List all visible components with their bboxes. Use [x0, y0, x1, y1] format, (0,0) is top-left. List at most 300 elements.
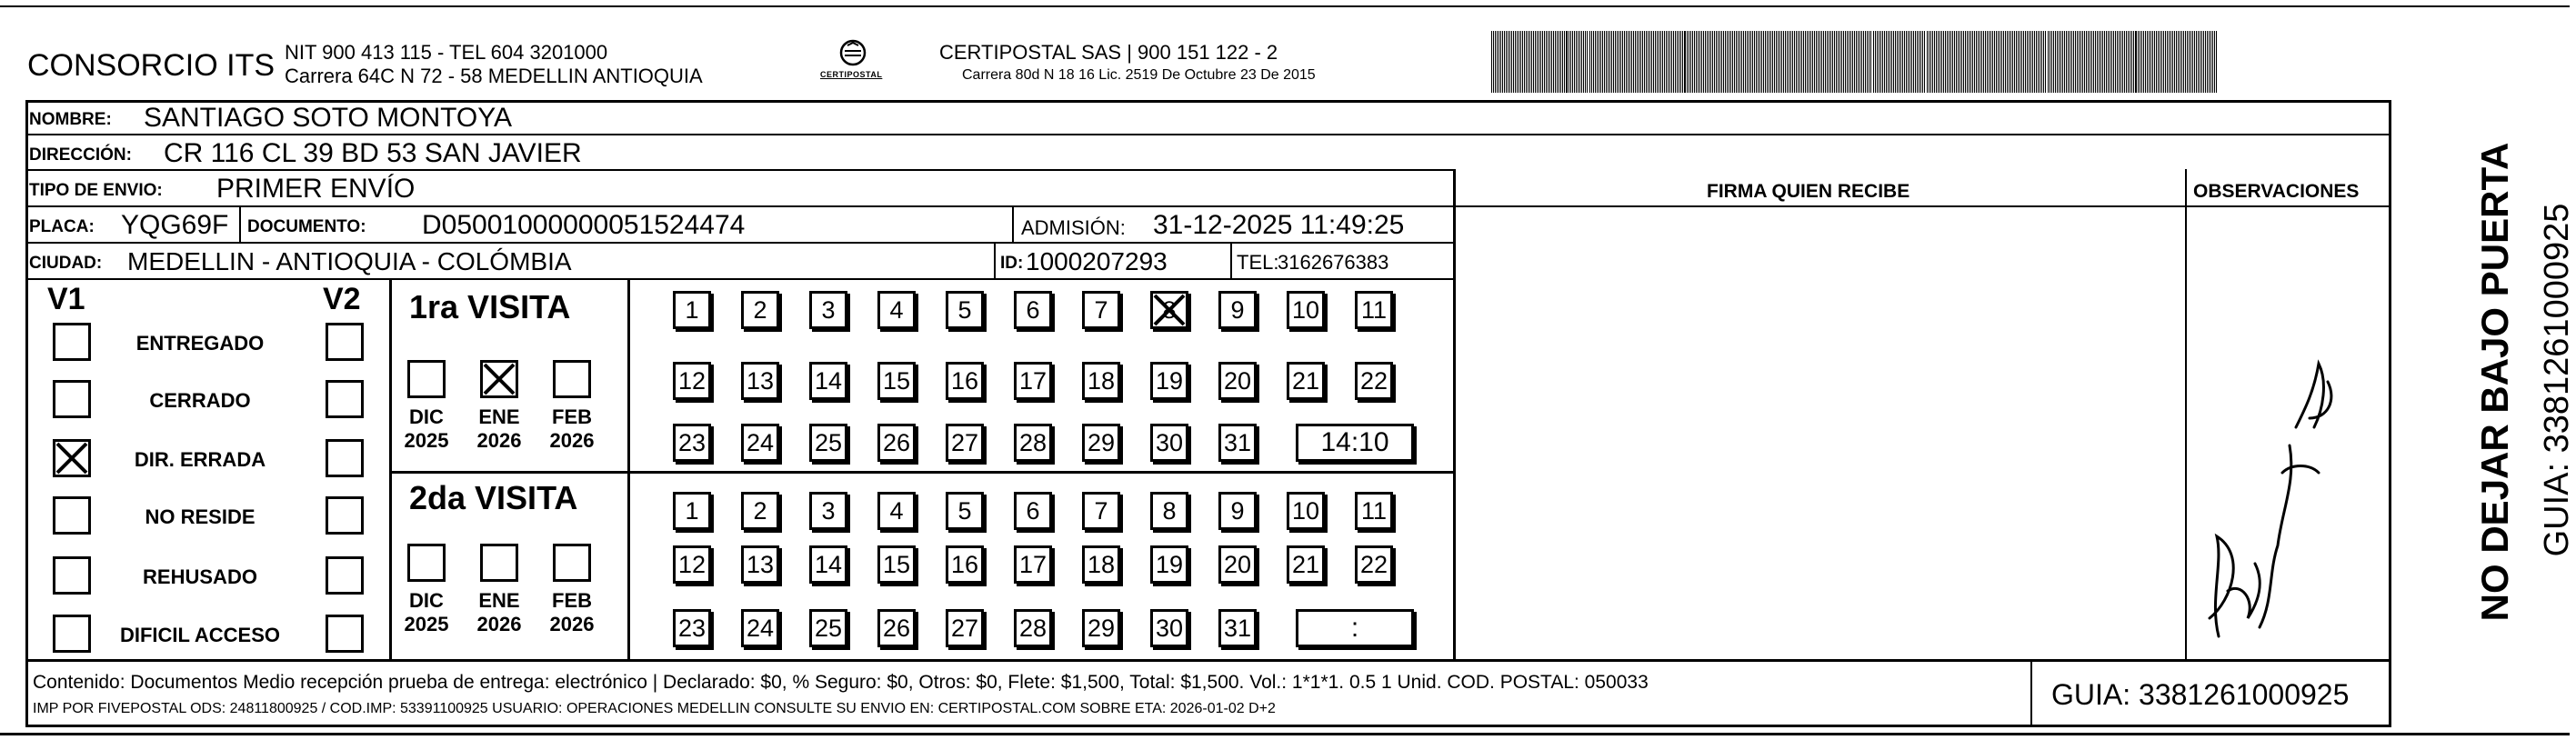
day-number: 3 [821, 496, 836, 525]
barcode-bar [1524, 31, 1525, 93]
barcode-bar [1969, 31, 1970, 93]
barcode-bar [2158, 31, 2159, 93]
day-box[interactable] [1082, 609, 1120, 647]
day-box[interactable] [673, 291, 711, 329]
barcode-bar [1801, 31, 1802, 93]
day-box[interactable] [809, 492, 847, 530]
day-box[interactable] [1355, 362, 1393, 400]
barcode-bar [2165, 31, 2166, 93]
barcode-bar [1526, 31, 1527, 93]
day-box[interactable] [741, 545, 779, 584]
day-box[interactable] [946, 291, 984, 329]
day-box[interactable] [1355, 545, 1393, 584]
day-box[interactable] [877, 545, 916, 584]
day-box[interactable] [1287, 362, 1325, 400]
barcode-bar [1624, 31, 1625, 93]
day-box[interactable] [1287, 545, 1325, 584]
barcode-bar [2141, 31, 2142, 93]
barcode-bar [1863, 31, 1864, 93]
barcode-bar [2088, 31, 2089, 93]
day-box[interactable] [1150, 609, 1188, 647]
barcode-bar [1498, 31, 1499, 93]
barcode-bar [1741, 31, 1742, 93]
barcode-bar [1805, 31, 1806, 93]
barcode-bar [1952, 31, 1953, 93]
year-label: 2026 [476, 429, 522, 452]
barcode-bar [2068, 31, 2069, 93]
barcode-bar [1911, 31, 1912, 93]
barcode-bar [2147, 31, 2148, 93]
time-box[interactable] [1296, 424, 1414, 462]
barcode-bar [1950, 31, 1951, 93]
day-box[interactable] [946, 609, 984, 647]
barcode-bar [1696, 31, 1697, 93]
barcode-bar [1531, 31, 1532, 93]
day-number: 25 [814, 614, 843, 642]
barcode-bar [1902, 31, 1903, 93]
barcode-bar [1546, 31, 1547, 93]
barcode-bar [2196, 31, 2197, 93]
barcode-bar [1961, 31, 1962, 93]
day-box[interactable] [1218, 291, 1257, 329]
barcode-bar [1823, 31, 1824, 93]
barcode-bar [1884, 31, 1885, 93]
barcode-bar [1606, 31, 1607, 93]
placa-label: PLACA: [29, 217, 95, 236]
day-box[interactable] [1082, 291, 1120, 329]
day-number: 8 [1162, 496, 1177, 525]
barcode-bar [1677, 31, 1678, 93]
barcode-bar [2117, 31, 2118, 93]
day-box[interactable] [741, 291, 779, 329]
barcode-bar [1954, 31, 1955, 93]
barcode-bar [1502, 31, 1503, 93]
barcode-bar [1557, 31, 1558, 93]
barcode-bar [2018, 31, 2019, 93]
barcode-bar [2057, 31, 2058, 93]
day-box[interactable] [1014, 545, 1052, 584]
barcode-bar [1574, 31, 1575, 93]
barcode-bar [1600, 31, 1601, 93]
barcode-bar [1893, 31, 1894, 93]
barcode-bar [1651, 31, 1652, 93]
barcode-bar [2075, 31, 2076, 93]
barcode-bar [2167, 31, 2168, 93]
barcode-bar [1847, 31, 1848, 93]
v1-checkbox[interactable] [53, 439, 91, 477]
barcode-bar [1873, 31, 1874, 93]
barcode-bar [1626, 31, 1627, 93]
barcode-bar [1491, 31, 1492, 93]
day-box[interactable] [1014, 609, 1052, 647]
day-box[interactable] [946, 424, 984, 462]
day-box[interactable] [1150, 545, 1188, 584]
barcode-bar [1949, 31, 1950, 93]
v2-checkbox[interactable] [326, 323, 364, 361]
day-box[interactable] [1218, 362, 1257, 400]
day-box[interactable] [1150, 424, 1188, 462]
month-checkbox[interactable] [480, 544, 518, 582]
day-box[interactable] [1082, 362, 1120, 400]
day-number: 21 [1291, 366, 1320, 395]
day-number: 1 [685, 295, 699, 324]
barcode-bar [1732, 31, 1733, 93]
barcode-bar [1520, 31, 1521, 93]
day-box[interactable] [809, 362, 847, 400]
barcode-bar [1669, 31, 1670, 93]
day-box[interactable] [673, 609, 711, 647]
barcode-bar [1675, 31, 1676, 93]
barcode-bar [1781, 31, 1782, 93]
barcode-bar [1660, 31, 1661, 93]
barcode-bar [1818, 31, 1819, 93]
barcode-bar [2064, 31, 2065, 93]
barcode-bar [1985, 31, 1986, 93]
barcode-bar [1827, 31, 1828, 93]
barcode-bar [2205, 31, 2206, 93]
barcode-bar [1572, 31, 1573, 93]
barcode-bar [2135, 31, 2137, 93]
barcode-bar [1754, 31, 1755, 93]
nombre-label: NOMBRE: [29, 110, 112, 129]
day-box[interactable] [1014, 291, 1052, 329]
v1-checkbox[interactable] [53, 615, 91, 653]
barcode-bar [1972, 31, 1973, 93]
day-box[interactable] [1014, 492, 1052, 530]
barcode-bar [1956, 31, 1957, 93]
barcode-bar [1560, 31, 1561, 93]
barcode-bar [2055, 31, 2056, 93]
barcode-bar [1778, 31, 1779, 93]
barcode-bar [2216, 31, 2217, 93]
day-number: 7 [1094, 295, 1108, 324]
barcode-bar [2181, 31, 2182, 93]
barcode-bar [1865, 31, 1866, 93]
barcode-bar [1657, 31, 1658, 93]
barcode-bar [1838, 31, 1839, 93]
day-box[interactable] [741, 492, 779, 530]
barcode-bar [1888, 31, 1889, 93]
carrier-license: Carrera 80d N 18 16 Lic. 2519 De Octubre 23 De 2015 [962, 67, 1316, 83]
barcode-bar [1495, 31, 1496, 93]
barcode-bar [1710, 31, 1711, 93]
day-number: 26 [882, 428, 911, 456]
day-number: 30 [1155, 428, 1184, 456]
time-value: 14:10 [1320, 427, 1389, 457]
barcode-bar [1690, 31, 1691, 93]
barcode-bar [1682, 31, 1683, 93]
barcode-bar [1537, 31, 1538, 93]
barcode-bar [1637, 31, 1638, 93]
barcode-bar [1752, 31, 1753, 93]
day-box[interactable] [877, 492, 916, 530]
barcode-bar [1779, 31, 1780, 93]
barcode-bar [2048, 31, 2049, 93]
day-box[interactable] [1014, 362, 1052, 400]
barcode-bar [1915, 31, 1916, 93]
barcode-bar [1858, 31, 1859, 93]
day-box[interactable] [673, 362, 711, 400]
barcode-bar [2149, 31, 2150, 93]
day-number: 22 [1359, 366, 1388, 395]
barcode-bar [1701, 31, 1702, 93]
barcode-bar [1756, 31, 1757, 93]
month-checkbox[interactable] [553, 544, 591, 582]
barcode-bar [2077, 31, 2078, 93]
barcode-bar [1992, 31, 1993, 93]
barcode-bar [1664, 31, 1665, 93]
barcode-bar [1716, 31, 1717, 93]
direccion-value: CR 116 CL 39 BD 53 SAN JAVIER [164, 138, 582, 168]
barcode-bar [2209, 31, 2210, 93]
v2-checkbox[interactable] [326, 439, 364, 477]
v1-checkbox[interactable] [53, 323, 91, 361]
company-address: Carrera 64C N 72 - 58 MEDELLIN ANTIOQUIA [285, 65, 703, 87]
barcode-bar [2178, 31, 2179, 93]
day-box[interactable] [809, 291, 847, 329]
day-box[interactable] [1218, 424, 1257, 462]
barcode-bar [1620, 31, 1621, 93]
day-number: 29 [1087, 614, 1116, 642]
barcode-bar [1739, 31, 1740, 93]
barcode-bar [1705, 31, 1706, 93]
barcode-bar [1642, 31, 1643, 93]
v2-checkbox[interactable] [326, 496, 364, 535]
day-box[interactable] [1355, 492, 1393, 530]
barcode-bar [1631, 31, 1632, 93]
barcode-bar [1723, 31, 1724, 93]
barcode-bar [2001, 31, 2002, 93]
barcode-bar [1850, 31, 1851, 93]
day-number: 13 [746, 550, 775, 578]
barcode-bar [1613, 31, 1614, 93]
day-box[interactable] [1150, 492, 1188, 530]
documento-label: DOCUMENTO: [247, 217, 366, 236]
status-label: DIR. ERRADA [134, 448, 266, 471]
barcode-bar [1920, 31, 1921, 93]
day-box[interactable] [1082, 424, 1120, 462]
barcode-bar [1976, 31, 1977, 93]
day-box[interactable] [673, 545, 711, 584]
barcode-bar [1900, 31, 1901, 93]
barcode-bar [2093, 31, 2094, 93]
side-title: NO DEJAR BAJO PUERTA [2473, 142, 2516, 622]
barcode-bar [1617, 31, 1618, 93]
barcode-bar [1981, 31, 1982, 93]
day-box[interactable] [673, 424, 711, 462]
placa-value: YQG69F [121, 210, 229, 240]
day-number: 14 [814, 550, 843, 578]
year-label: 2026 [476, 613, 522, 635]
day-box[interactable] [1150, 362, 1188, 400]
barcode-bar [1772, 31, 1773, 93]
day-number: 24 [746, 614, 775, 642]
barcode-bar [1861, 31, 1862, 93]
day-box[interactable] [1218, 492, 1257, 530]
barcode-bar [2192, 31, 2193, 93]
barcode-bar [2071, 31, 2072, 93]
footer-guia: GUIA: 3381261000925 [2051, 678, 2350, 711]
barcode-bar [1515, 31, 1516, 93]
day-box[interactable] [741, 362, 779, 400]
day-box[interactable] [1287, 291, 1325, 329]
barcode-bar [1719, 31, 1720, 93]
barcode-bar [1922, 31, 1923, 93]
barcode-bar [2156, 31, 2157, 93]
month-label: FEB [552, 405, 592, 428]
day-box[interactable] [741, 609, 779, 647]
barcode-bar [1553, 31, 1554, 93]
day-number: 11 [1360, 295, 1388, 324]
day-number: 24 [746, 428, 775, 456]
month-checkbox[interactable] [407, 544, 446, 582]
barcode-bar [2143, 31, 2144, 93]
v1-checkbox[interactable] [53, 380, 91, 418]
barcode-bar [1604, 31, 1605, 93]
barcode-bar [1551, 31, 1552, 93]
barcode-bar [1936, 31, 1937, 93]
barcode-bar [1886, 31, 1887, 93]
barcode-bar [1743, 31, 1744, 93]
barcode-bar [1774, 31, 1775, 93]
barcode-bar [2091, 31, 2092, 93]
barcode-bar [1783, 31, 1784, 93]
day-number: 6 [1026, 496, 1040, 525]
barcode-bar [2005, 31, 2006, 93]
barcode-bar [2152, 31, 2153, 93]
barcode-bar [1880, 31, 1881, 93]
day-number: 31 [1223, 614, 1252, 642]
day-box[interactable] [877, 609, 916, 647]
barcode-bar [1839, 31, 1840, 93]
barcode-bar [1593, 31, 1594, 93]
day-number: 30 [1155, 614, 1184, 642]
barcode-bar [1649, 31, 1650, 93]
day-box[interactable] [1218, 545, 1257, 584]
barcode-bar [1798, 31, 1799, 93]
day-box[interactable] [877, 362, 916, 400]
barcode-bar [2124, 31, 2125, 93]
day-box[interactable] [1014, 424, 1052, 462]
barcode-bar [1529, 31, 1530, 93]
day-box[interactable] [877, 424, 916, 462]
barcode-bar [1803, 31, 1804, 93]
day-box[interactable] [946, 492, 984, 530]
day-number: 4 [889, 295, 904, 324]
day-box[interactable] [809, 609, 847, 647]
day-box[interactable] [1355, 291, 1393, 329]
barcode-bar [1497, 31, 1498, 93]
barcode-bar [1576, 31, 1577, 93]
barcode-bar [1644, 31, 1645, 93]
year-label: 2025 [404, 429, 449, 452]
barcode-bar [1994, 31, 1995, 93]
v2-checkbox[interactable] [326, 615, 364, 653]
barcode-bar [1548, 31, 1549, 93]
barcode-bar [1843, 31, 1844, 93]
barcode-bar [1504, 31, 1505, 93]
barcode-bar [1673, 31, 1674, 93]
month-checkbox[interactable] [480, 360, 518, 398]
month-label: DIC [409, 589, 444, 612]
day-number: 19 [1155, 366, 1184, 395]
day-number: 27 [950, 428, 979, 456]
barcode-bar [1528, 31, 1529, 93]
barcode-bar [1932, 31, 1933, 93]
barcode-bar [2108, 31, 2109, 93]
month-checkbox[interactable] [553, 360, 591, 398]
day-box[interactable] [809, 424, 847, 462]
barcode-bar [1983, 31, 1984, 93]
barcode-bar [1856, 31, 1857, 93]
time-box[interactable] [1296, 609, 1414, 647]
barcode-bar [2122, 31, 2123, 93]
barcode-bar [2126, 31, 2127, 93]
barcode-bar [1589, 31, 1590, 93]
day-box[interactable] [1287, 492, 1325, 530]
day-box[interactable] [809, 545, 847, 584]
day-box[interactable] [1218, 609, 1257, 647]
barcode-bar [1906, 31, 1907, 93]
day-box[interactable] [946, 545, 984, 584]
barcode-bar [2016, 31, 2017, 93]
v2-checkbox[interactable] [326, 380, 364, 418]
day-box[interactable] [946, 362, 984, 400]
admision-value: 31-12-2025 11:49:25 [1153, 210, 1405, 240]
month-label: ENE [478, 589, 520, 612]
barcode-bar [2194, 31, 2195, 93]
day-number: 28 [1018, 428, 1047, 456]
barcode-bar [2025, 31, 2026, 93]
day-box[interactable] [673, 492, 711, 530]
barcode-bar [1761, 31, 1762, 93]
day-box[interactable] [741, 424, 779, 462]
barcode-bar [1736, 31, 1737, 93]
day-number: 20 [1223, 366, 1252, 395]
day-number: 17 [1018, 550, 1047, 578]
signature [2191, 327, 2355, 655]
day-box[interactable] [877, 291, 916, 329]
barcode-bar [2119, 31, 2120, 93]
month-checkbox[interactable] [407, 360, 446, 398]
day-box[interactable] [1082, 492, 1120, 530]
day-number: 4 [889, 496, 904, 525]
barcode-bar [1517, 31, 1518, 93]
barcode-bar [1680, 31, 1681, 93]
ciudad-value: MEDELLIN - ANTIOQUIA - COLÓMBIA [127, 247, 572, 275]
barcode-bar [1540, 31, 1541, 93]
barcode-bar [1812, 31, 1813, 93]
day-number: 7 [1094, 496, 1108, 525]
day-number: 23 [677, 428, 707, 456]
day-box[interactable] [1082, 545, 1120, 584]
v2-checkbox[interactable] [326, 556, 364, 595]
barcode-bar [2169, 31, 2170, 93]
day-box[interactable] [1150, 291, 1188, 329]
tel-value: 3162676383 [1278, 251, 1389, 274]
barcode-bar [1655, 31, 1656, 93]
barcode-bar [2051, 31, 2052, 93]
day-number: 20 [1223, 550, 1252, 578]
barcode-bar [2059, 31, 2060, 93]
barcode-bar [1796, 31, 1797, 93]
visit1-title: 1ra VISITA [409, 288, 571, 325]
v1-checkbox[interactable] [53, 556, 91, 595]
company-nit: NIT 900 413 115 - TEL 604 3201000 [285, 41, 608, 64]
v1-checkbox[interactable] [53, 496, 91, 535]
barcode-bar [1913, 31, 1914, 93]
barcode-bar [1585, 31, 1586, 93]
